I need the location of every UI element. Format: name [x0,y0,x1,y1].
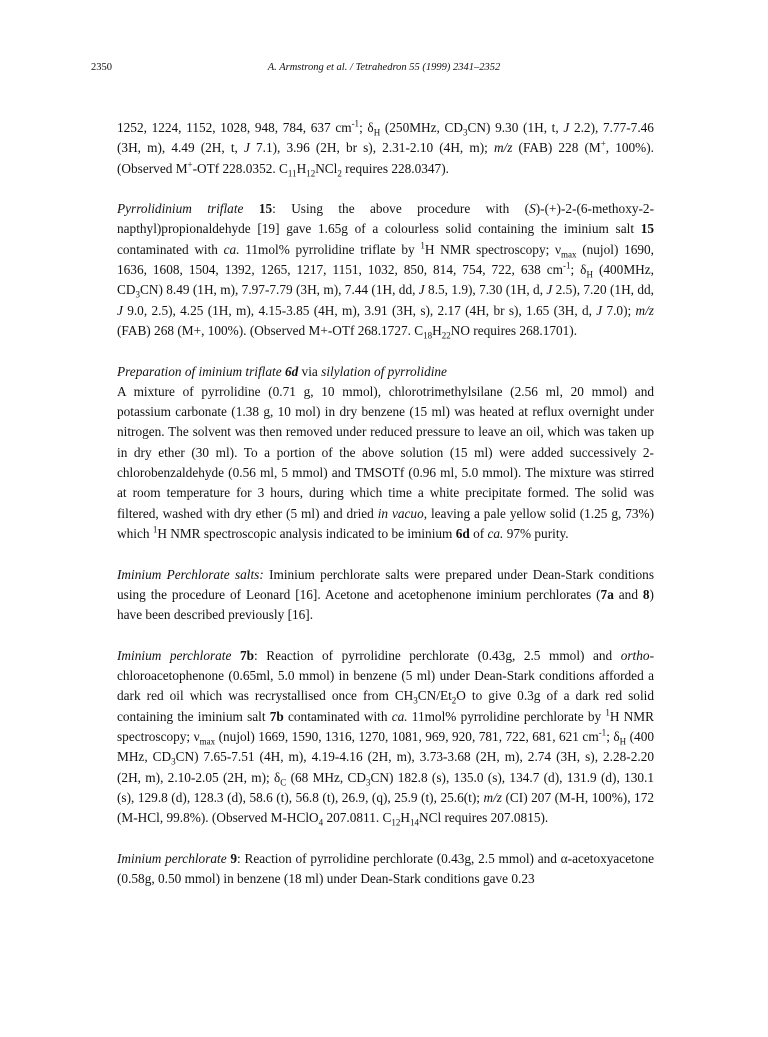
paragraph-continuation: 1252, 1224, 1152, 1028, 948, 784, 637 $cm^{-1}$; $\delta_H$ (250MHz, $CD_3CN$) 9.30 (1H, t, J 2.2), 7.77-7.46 (3H, m), 4.49 (2H, t, J 7.1), 3.96 (2H, br s), 2.31-2.10 (4H, m); m/z (FAB) 228 (M+, 100%). (Observed M+-OTf 228.0352. $C_{11}H_{12}NCl_2$ requires 228.0347). [117,118,654,179]
section-title: Pyrrolidinium triflate [117,201,244,217]
running-title: A. Armstrong et al. / Tetrahedron 55 (1999) 2341–2352 [267,62,501,73]
section-heading-preparation: Preparation of iminium triflate 6d via silylation of pyrrolidine [117,363,447,379]
paragraph-perchlorate-salts: Iminium Perchlorate salts: Iminium perchlorate salts were prepared under Dean-Stark conditions using the procedure of Leonard [16]. Acetone and acetophenone iminium perchlorates (7a and 8) have been described previously [16]. [117,566,654,623]
section-title: Iminium perchlorate [117,850,227,866]
section-title: Iminium Perchlorate salts: [117,566,264,582]
paragraph-perchlorate-7b: Iminium perchlorate 7b: Reaction of pyrrolidine perchlorate (0.43g, 2.5 mmol) and ortho-chloroacetophenone (0.65ml, 5.0 mmol) in benzene (5 ml) under Dean-Stark conditions afforded a dark red oil which was recrystallised once from $CH_3CN/Et_2O$ to give 0.3g of a dark red solid containing the iminium salt 7b contaminated with ca. 11mol% pyrrolidine perchlorate by $^1$H NMR spectroscopy; $\nu_{max}$ (nujol) 1669, 1590, 1316, 1270, 1081, 969, 920, 781, 722, 681, 621 $cm^{-1}$; $\delta_H$ (400 MHz, $CD_3CN$) 7.65-7.51 (4H, m), 4.19-4.16 (2H, m), 3.73-3.68 (2H, m), 2.74 (3H, s), 2.28-2.20 (2H, m), 2.10-2.05 (2H, m); $\delta_C$ (68 MHz, $CD_3CN$) 182.8 (s), 135.0 (s), 134.7 (d), 131.9 (d), 130.1 (s), 129.8 (d), 128.3 (d), 58.6 (t), 56.8 (t), 26.9, (q), 25.9 (t), 25.6(t); m/z (CI) 207 (M-H, 100%), 172 (M-HCl, 99.8%). (Observed M-HClO$_4$ 207.0811. $C_{12}H_{14}NCl$ requires 207.0815). [117,647,655,828]
paragraph-preparation: A mixture of pyrrolidine (0.71 g, 10 mmol), chlorotrimethylsilane (2.56 ml, 20 mmol) and potassium carbonate (1.38 g, 10 mol) in dry benzene (15 ml) was heated at reflux overnight under nitrogen. The solvent was then removed under reduced pressure to leave an oil, which was taken up in dry ether (30 ml). To a portion of the above solution (15 ml) were added successively 2-chlorobenzaldehyde (0.56 ml, 5 mmol) and TMSOTf (0.96 ml, 5.0 mmol). The mixture was stirred at room temperature for 3 hours, during which time a white precipitate formed. The solid was filtered, washed with dry ether (5 ml) and dried in vacuo, leaving a pale yellow solid (1.25 g, 73%) which $^1$H NMR spectroscopic analysis indicated to be iminium 6d of ca. 97% purity. [117,383,654,541]
body-text [117,118,654,889]
running-header [0,62,768,78]
page-number: 2350 [91,62,112,73]
section-title: Iminium perchlorate [117,647,232,663]
paragraph-pyrrolidinium-triflate: Pyrrolidinium triflate 15: Using the above procedure with (S)-(+)-2-(6-methoxy-2-napthyl)propionaldehyde [19] gave 1.65g of a colourless solid containing the iminium salt 15 contaminated with ca. 11mol% pyrrolidine triflate by $^1$H NMR spectroscopy; $\nu_{max}$ (nujol) 1690, 1636, 1608, 1504, 1392, 1265, 1217, 1151, 1032, 850, 814, 754, 722, 638 $cm^{-1}$; $\delta_H$ (400MHz, $CD_3CN$) 8.49 (1H, m), 7.97-7.79 (3H, m), 7.44 (1H, dd, J 8.5, 1.9), 7.30 (1H, d, J 2.5), 7.20 (1H, dd, J 9.0, 2.5), 4.25 (1H, m), 4.15-3.85 (4H, m), 3.91 (3H, s), 2.17 (4H, br s), 1.65 (3H, d, J 7.0); m/z (FAB) 268 (M+, 100%). (Observed M+-OTf 268.1727. $C_{18}H_{22}NO$ requires 268.1701). [117,201,655,341]
paragraph-perchlorate-9: Iminium perchlorate 9: Reaction of pyrrolidine perchlorate (0.43g, 2.5 mmol) and α-acetoxyacetone (0.58g, 0.50 mmol) in benzene (18 ml) under Dean-Stark conditions gave 0.23 [117,850,655,886]
